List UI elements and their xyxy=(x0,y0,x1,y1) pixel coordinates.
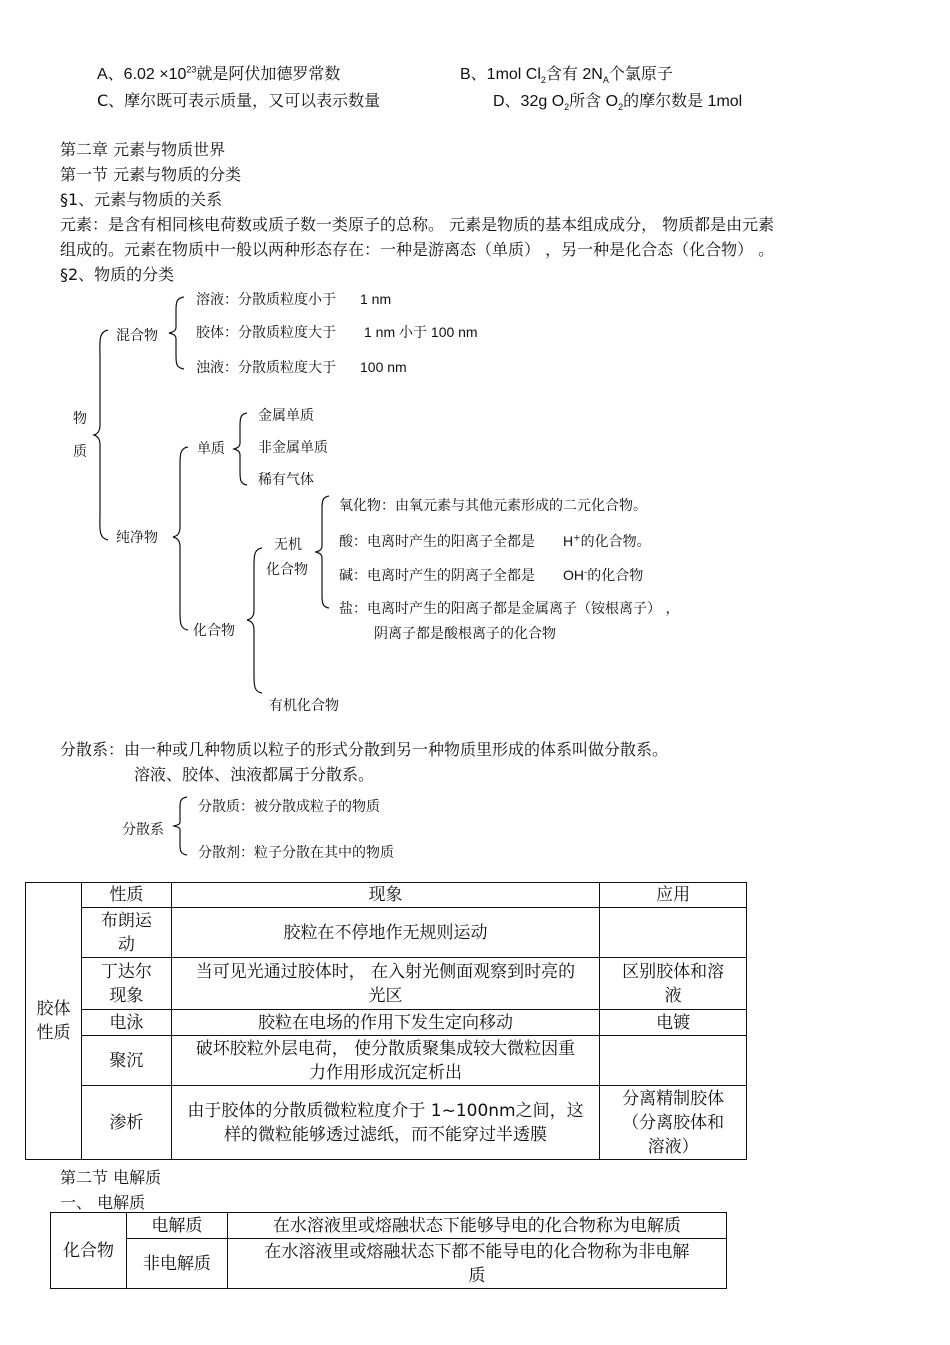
inorganic-label-2: 化合物 xyxy=(266,562,308,578)
definition-cell: 在水溶液里或熔融状态下都不能导电的化合物称为非电解 质 xyxy=(227,1239,726,1289)
acid-item: 酸：电离时产生的阳离子全都是 H+的化合物。 xyxy=(339,533,651,550)
table-row xyxy=(26,1010,747,1036)
subsection-heading-1: §1、元素与物质的关系 xyxy=(60,190,223,209)
table-row xyxy=(51,1213,727,1239)
subsection-heading-2: §2、物质的分类 xyxy=(60,265,175,284)
application-cell: 电镀 xyxy=(600,1010,747,1036)
compound-label: 化合物 xyxy=(193,623,235,639)
salt-item-line2: 阴离子都是酸根离子的化合物 xyxy=(374,626,556,642)
element-definition-line1: 元素：是含有相同核电荷数或质子数一类原子的总称。 元素是物质的基本组成成分， 物质都是由元素 xyxy=(60,215,775,234)
table-row xyxy=(26,1086,747,1160)
elemental-label: 单质 xyxy=(197,441,225,457)
dispersion-brace xyxy=(173,797,189,855)
property-cell: 丁达尔 现象 xyxy=(81,958,171,1010)
term-cell: 非电解质 xyxy=(126,1239,227,1289)
compound-brace xyxy=(246,548,264,693)
root-char-2: 质 xyxy=(73,444,87,460)
option-d: D、32g $O_2$所含 $O_2$的摩尔数是 1mol xyxy=(493,93,743,113)
pure-substance-label: 纯净物 xyxy=(116,530,158,546)
property-cell: 渗析 xyxy=(81,1086,171,1160)
root-char-1: 物 xyxy=(73,411,87,427)
medium-item: 分散剂：粒子分散在其中的物质 xyxy=(198,845,394,861)
suspension-item: 浊液：分散质粒度大于 100 nm xyxy=(196,359,407,376)
section-heading: 第一节 元素与物质的分类 xyxy=(60,165,242,184)
application-cell: 区别胶体和溶 液 xyxy=(600,958,747,1010)
noble-gas: 稀有气体 xyxy=(258,472,314,488)
dispersion-root: 分散系 xyxy=(122,822,164,838)
phenomenon-cell: 破坏胶粒外层电荷， 使分散质聚集成较大微粒因重 力作用形成沉定析出 xyxy=(171,1036,599,1086)
colloid-properties-table xyxy=(25,882,747,1160)
phenomenon-cell: 胶粒在不停地作无规则运动 xyxy=(171,908,599,958)
option-c: C、摩尔既可表示质量，又可以表示数量 xyxy=(97,91,381,110)
option-a: A、$6.02 \times 10^{23}$就是阿伏加德罗常数 xyxy=(97,64,341,83)
header-phenomenon: 现象 xyxy=(171,883,599,908)
header-property: 性质 xyxy=(81,883,171,908)
colloid-item: 胶体：分散质粒度大于 1 nm 小于 100 nm xyxy=(196,324,478,341)
dispersoid-item: 分散质：被分散成粒子的物质 xyxy=(198,799,380,815)
dispersion-note: 溶液、胶体、浊液都属于分散系。 xyxy=(134,765,375,784)
table-row xyxy=(26,958,747,1010)
nonmetal-elemental: 非金属单质 xyxy=(258,440,328,456)
section2-subheading: 一、 电解质 xyxy=(60,1193,146,1212)
table-row xyxy=(26,908,747,958)
application-cell: 分离精制胶体 （分离胶体和 溶液） xyxy=(600,1086,747,1160)
header-application: 应用 xyxy=(600,883,747,908)
metal-elemental: 金属单质 xyxy=(258,408,314,424)
table-row xyxy=(51,1239,727,1289)
organic-compound: 有机化合物 xyxy=(269,698,339,714)
solution-item: 溶液：分散质粒度小于 1 nm xyxy=(196,291,392,308)
application-cell xyxy=(600,1036,747,1086)
option-b: B、1mol $Cl_2$含有 $2N_A$个氯原子 xyxy=(460,66,673,86)
definition-cell: 在水溶液里或熔融状态下能够导电的化合物称为电解质 xyxy=(227,1213,726,1239)
element-definition-line2: 组成的。元素在物质中一般以两种形态存在：一种是游离态（单质） ，另一种是化合态（化合物） 。 xyxy=(60,240,775,259)
mixture-brace xyxy=(168,297,186,369)
base-item: 碱：电离时产生的阴离子全都是 OH-的化合物 xyxy=(339,567,644,584)
property-cell: 电泳 xyxy=(81,1010,171,1036)
property-cell: 布朗运 动 xyxy=(81,908,171,958)
inorganic-brace xyxy=(315,496,331,608)
electrolyte-table xyxy=(50,1212,727,1289)
phenomenon-cell: 当可见光通过胶体时， 在入射光侧面观察到时亮的 光区 xyxy=(171,958,599,1010)
pure-brace xyxy=(172,447,190,630)
property-cell: 聚沉 xyxy=(81,1036,171,1086)
mixture-label: 混合物 xyxy=(116,328,158,344)
term-cell: 电解质 xyxy=(126,1213,227,1239)
section2-heading: 第二节 电解质 xyxy=(60,1168,162,1187)
root-brace xyxy=(94,330,114,540)
phenomenon-cell: 胶粒在电场的作用下发生定向移动 xyxy=(171,1010,599,1036)
colloid-group-label: 胶体 性质 xyxy=(26,883,82,1160)
phenomenon-cell: 由于胶体的分散质微粒粒度介于 1~100nm之间，这 样的微粒能够透过滤纸，而不能穿过半透膜 xyxy=(171,1086,599,1160)
dispersion-definition: 分散系：由一种或几种物质以粒子的形式分散到另一种物质里形成的体系叫做分散系。 xyxy=(60,740,669,759)
inorganic-label-1: 无机 xyxy=(274,537,302,553)
compound-group-label: 化合物 xyxy=(51,1213,127,1289)
oxide-item: 氧化物：由氧元素与其他元素形成的二元化合物。 xyxy=(339,498,647,514)
application-cell xyxy=(600,908,747,958)
salt-item-line1: 盐：电离时产生的阳离子都是金属离子（铵根离子） ， xyxy=(339,601,680,617)
table-row xyxy=(26,1036,747,1086)
elemental-brace xyxy=(233,413,249,485)
chapter-heading: 第二章 元素与物质世界 xyxy=(60,140,226,159)
